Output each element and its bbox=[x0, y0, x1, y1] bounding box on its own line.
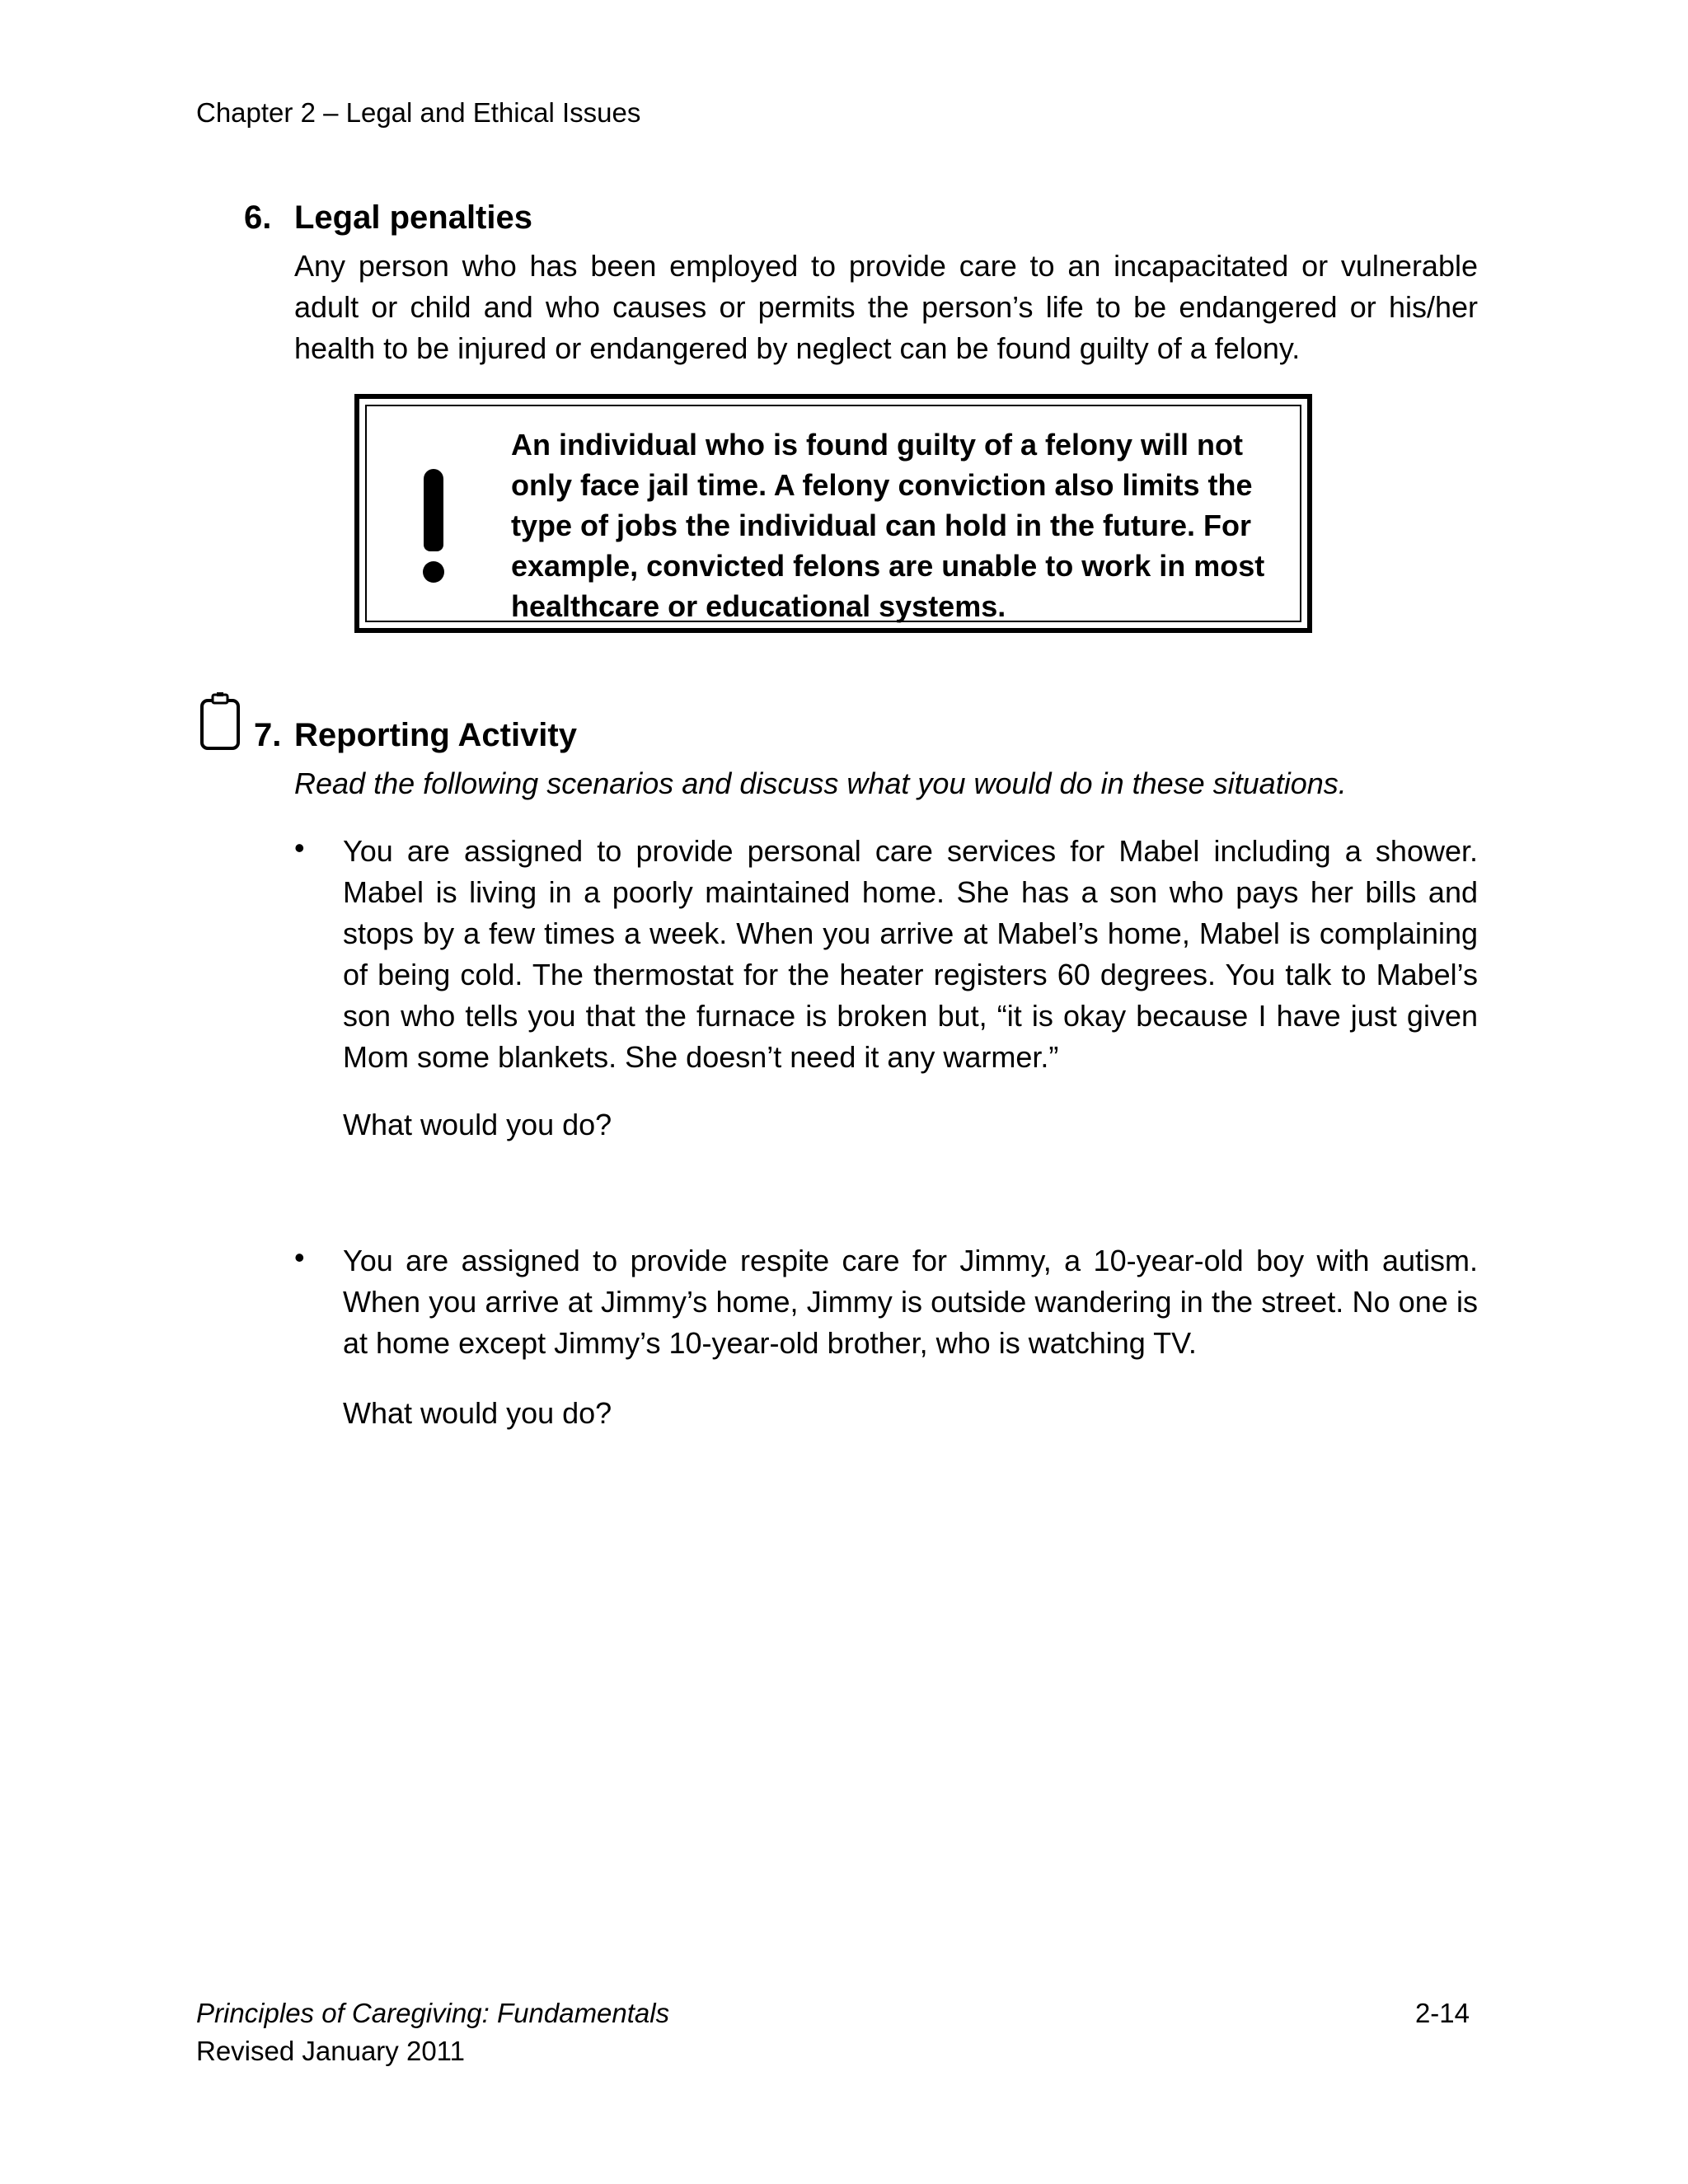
exclamation-icon bbox=[421, 469, 446, 584]
scenario-1-question: What would you do? bbox=[343, 1108, 612, 1141]
footer-page-number: 2-14 bbox=[1414, 1998, 1470, 2028]
footer-book-title: Principles of Caregiving: Fundamentals bbox=[196, 1998, 670, 2028]
section-6-body: Any person who has been employed to provide care to an incapacitated or vulnerable adult or child and who causes or permits the person’s life to be endangered or his/her health to be injured or endangered by neglect can be found guilty of a felony. bbox=[294, 249, 1478, 365]
scenario-2-text: You are assigned to provide respite care for Jimmy, a 10-year-old boy with autism. When you arrive at Jimmy’s home, Jimmy is outside wandering in the street. No one is at home except Jimmy’s 10-year-old brother, who is watching TV. bbox=[343, 1244, 1478, 1360]
section-6-number: 6. bbox=[244, 199, 272, 236]
warning-box-inner-border bbox=[365, 405, 1301, 622]
section-6-title: Legal penalties bbox=[294, 199, 532, 236]
section-7-instruction: Read the following scenarios and discuss what you would do in these situations. bbox=[294, 766, 1347, 800]
scenario-1-text: You are assigned to provide personal care services for Mabel including a shower. Mabel is living in a poorly maintained home. She has a son who pays her bills and stops by a few times a week. When you arrive at Mabel’s home, Mabel is complaining of being cold. The thermostat for the heater registers 60 degrees. You talk to Mabel’s son who tells you that the furnace is broken but, “it is okay because I have just given Mom some blankets. She doesn’t need it any warmer.” bbox=[343, 834, 1478, 1074]
bullet-point: • bbox=[294, 1240, 305, 1274]
section-7-number: 7. bbox=[254, 717, 282, 753]
warning-text: An individual who is found guilty of a felony will not only face jail time. A felony conviction also limits the type of jobs the individual can hold in the future. For example, convicted felons are unable to work in most healthcare or educational systems. bbox=[511, 428, 1265, 623]
warning-box bbox=[354, 394, 1312, 633]
section-7-title: Reporting Activity bbox=[294, 717, 577, 753]
bullet-point: • bbox=[294, 831, 305, 865]
running-head: Chapter 2 – Legal and Ethical Issues bbox=[196, 97, 641, 128]
footer-revised-date: Revised January 2011 bbox=[196, 2036, 465, 2066]
scenario-2-question: What would you do? bbox=[343, 1396, 612, 1430]
clipboard-icon bbox=[199, 692, 241, 752]
